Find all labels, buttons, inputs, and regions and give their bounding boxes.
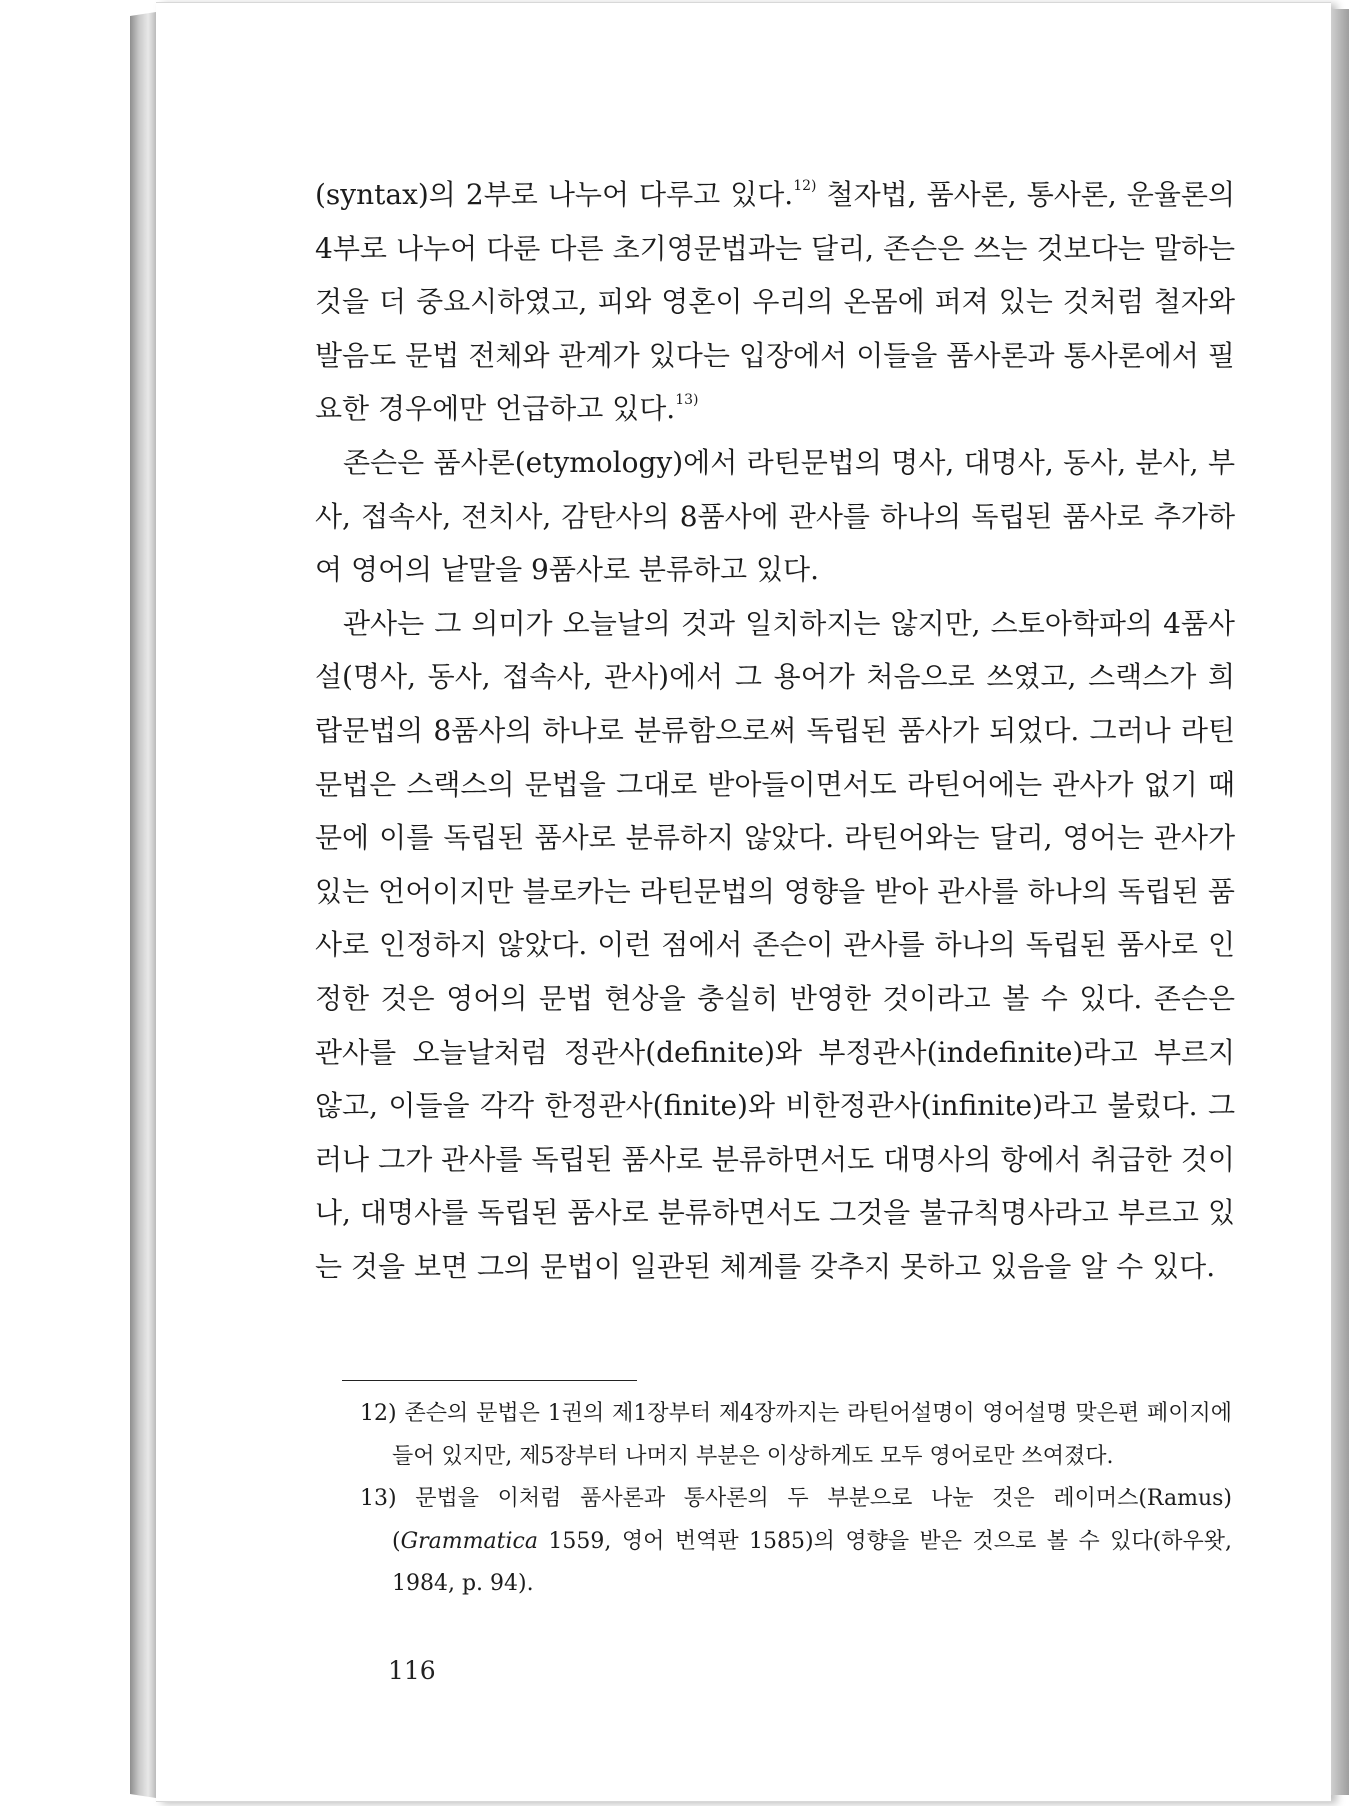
footnote xyxy=(360,1393,1232,1478)
paragraph xyxy=(315,168,1235,436)
footnotes xyxy=(360,1393,1232,1606)
paragraph xyxy=(315,597,1235,1294)
text-run: 존슨은 품사론(etymology)에서 라틴문법의 명사, 대명사, 동사, 분사, 부사, 접속사, 전치사, 감탄사의 8품사에 관사를 하나의 독립된 품사로 추가하여 영어의 낱말을 9품사로 분류하고 있다. xyxy=(315,445,1235,587)
footnote xyxy=(360,1478,1232,1606)
italic-title: Grammatica xyxy=(400,1528,538,1554)
text-run: 13) 문법을 이처럼 품사론과 통사론의 두 부분으로 나눈 것은 레이머스(Ramus) ( xyxy=(360,1486,1232,1554)
book-spine xyxy=(130,12,156,1798)
footnote-ref: 13) xyxy=(675,392,699,409)
text-run: (syntax)의 2부로 나누어 다루고 있다. xyxy=(315,178,794,211)
page-number: 116 xyxy=(388,1656,436,1685)
footnote-ref: 12) xyxy=(793,178,817,194)
paragraph xyxy=(315,436,1235,597)
text-run: 철자법, 품사론, 통사론, 운율론의 4부로 나누어 다룬 다른 초기영문법과는 달리, 존슨은 쓰는 것보다는 말하는 것을 더 중요시하였고, 피와 영혼이 우리의 온몸에 퍼져 있는 것처럼 철자와 발음도 문법 전체와 관계가 있다는 입장에서 이들을 품사론과 통사론에서 필요한 경우에만 언급하고 있다. xyxy=(315,178,1235,426)
body-text xyxy=(315,168,1235,1293)
text-run: 관사는 그 의미가 오늘날의 것과 일치하지는 않지만, 스토아학파의 4품사설(명사, 동사, 접속사, 관사)에서 그 용어가 처음으로 쓰였고, 스랙스가 희랍문법의 8품사의 하나로 분류함으로써 독립된 품사가 되었다. 그러나 라틴문법은 스랙스의 문법을 그대로 받아들이면서도 라틴어에는 관사가 없기 때문에 이를 독립된 품사로 분류하지 않았다. 라틴어와는 달리, 영어는 관사가 있는 언어이지만 블로카는 라틴문법의 영향을 받아 관사를 하나의 독립된 품사로 인정하지 않았다. 이런 점에서 존슨이 관사를 하나의 독립된 품사로 인정한 것은 영어의 문법 현상을 충실히 반영한 것이라고 볼 수 있다. 존슨은 관사를 오늘날처럼 정관사(definite)와 부정관사(indefinite)라고 부르지 않고, 이들을 각각 한정관사(finite)와 비한정관사(infinite)라고 불렀다. 그러나 그가 관사를 독립된 품사로 분류하면서도 대명사의 항에서 취급한 것이나, 대명사를 독립된 품사로 분류하면서도 그것을 불규칙명사라고 부르고 있는 것을 보면 그의 문법이 일관된 체계를 갖추지 못하고 있음을 알 수 있다. xyxy=(315,606,1235,1283)
page-edge xyxy=(1331,9,1349,1795)
text-run: 1559, 영어 번역판 1585)의 영향을 받은 것으로 볼 수 있다(하우왓, 1984, p. 94). xyxy=(392,1528,1232,1596)
footnote-divider xyxy=(342,1380,637,1381)
text-run: 12) 존슨의 문법은 1권의 제1장부터 제4장까지는 라틴어설명이 영어설명 맞은편 페이지에 들어 있지만, 제5장부터 나머지 부분은 이상하게도 모두 영어로만 쓰여졌다. xyxy=(360,1401,1232,1469)
